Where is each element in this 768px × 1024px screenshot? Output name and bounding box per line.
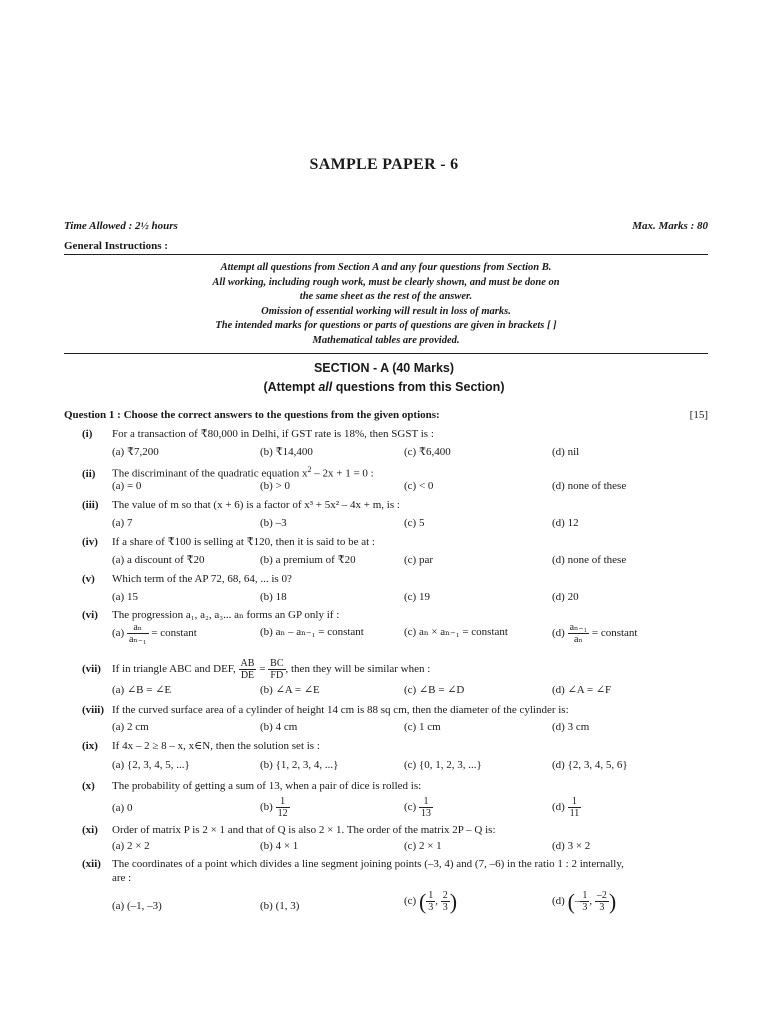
- option-d: (d) none of these: [552, 554, 627, 566]
- question-item: (vii) If in triangle ABC and DEF, $\frac{AB}{DE}$ = $\frac{BC}{FD}$ , then they will be similar when :: [82, 658, 431, 681]
- question-item: (xi) Order of matrix P is 2 × 1 and that of Q is also 2 × 1. The order of the matrix 2P – Q is:: [82, 824, 496, 836]
- option-a: (a) 7: [112, 517, 133, 529]
- option-a: (a) a discount of ₹20: [112, 554, 205, 566]
- max-marks: Max. Marks : 80: [632, 220, 708, 232]
- option-b: (b) ∠A = ∠E: [260, 684, 320, 696]
- fraction: $\frac{2}{3}$: [442, 890, 448, 913]
- option-b: (b) {1, 2, 3, 4, ...}: [260, 759, 339, 771]
- option-c: (c) aₙ × aₙ₋₁ = constant: [404, 626, 508, 638]
- option-a: (a) = 0: [112, 480, 142, 492]
- option-a: (a) 15: [112, 591, 138, 603]
- option-b: (b) ₹14,400: [260, 446, 313, 458]
- fraction: $\frac{BC}{FD}$: [270, 658, 284, 681]
- exam-meta: [64, 220, 708, 232]
- option-c: (c) ∠B = ∠D: [404, 684, 465, 696]
- question-1-header: [64, 409, 708, 421]
- option-a: (a) 0: [112, 802, 133, 814]
- option-c: (c) 2 × 1: [404, 840, 442, 852]
- option-c: (c) {0, 1, 2, 3, ...}: [404, 759, 482, 771]
- option-a: (a) (–1, –3): [112, 900, 162, 912]
- option-b: (b) (1, 3): [260, 900, 300, 912]
- option-b: (b) –3: [260, 517, 287, 529]
- fraction: $\frac{\text{aₙ₋₁}}{\text{aₙ}}$: [569, 622, 588, 645]
- option-b: (b) $\frac{1}{12}$: [260, 796, 288, 819]
- page-title: SAMPLE PAPER - 6: [309, 156, 459, 173]
- fraction: $\frac{AB}{DE}$: [240, 658, 255, 681]
- option-d: (d) $\frac{1}{11}$: [552, 796, 580, 819]
- instruction-line: All working, including rough work, must be clearly shown, and must be done on: [212, 276, 560, 288]
- instruction-line: Mathematical tables are provided.: [312, 334, 460, 346]
- option-d: (d) 20: [552, 591, 579, 603]
- option-b: (b) > 0: [260, 480, 291, 492]
- fraction: $\frac{1}{3}$: [582, 890, 588, 913]
- instruction-line: the same sheet as the rest of the answer.: [299, 291, 473, 302]
- question-item: (ix) If 4x – 2 ≥ 8 – x, x∈N, then the solution set is :: [82, 740, 320, 752]
- divider: [64, 254, 708, 255]
- question-text: Choose the correct answers to the questions from the given options:: [120, 409, 440, 421]
- section-title: SECTION - A (40 Marks): [313, 361, 455, 375]
- question-item: (i) For a transaction of ₹80,000 in Delhi, if GST rate is 18%, then SGST is :: [82, 428, 434, 440]
- fraction: $\frac{-2}{3}$: [596, 890, 607, 913]
- option-b: (b) 4 × 1: [260, 840, 299, 852]
- question-item: (v) Which term of the AP 72, 68, 64, ... is 0?: [82, 573, 292, 585]
- instruction-line: Attempt all questions from Section A and any four questions from Section B.: [220, 262, 552, 273]
- option-a: (a) $\frac{\text{aₙ}}{\text{aₙ₋₁}}$ = constant: [112, 622, 197, 645]
- option-c: (c) ₹6,400: [404, 446, 451, 458]
- fraction: $\frac{1}{3}$: [428, 890, 434, 913]
- fraction: $\frac{1}{11}$: [569, 796, 580, 819]
- question-item: (xii) The coordinates of a point which divides a line segment joining points (–3, 4) and (7, –6) in the ratio 1 : 2 internally,: [82, 858, 624, 870]
- option-c: (c) par: [404, 554, 434, 566]
- option-b: (b) 4 cm: [260, 721, 298, 733]
- option-c: (c) $\frac{1}{13}$: [404, 796, 431, 819]
- option-b: (b) 18: [260, 591, 287, 603]
- question-label: Question 1 :: [64, 409, 121, 421]
- option-c: (c) 5: [404, 517, 425, 529]
- option-d: (d) 3 cm: [552, 721, 590, 733]
- option-d: (d) ∠A = ∠F: [552, 684, 612, 696]
- option-a: (a) ₹7,200: [112, 446, 159, 458]
- divider: [64, 353, 708, 354]
- option-a: (a) {2, 3, 4, 5, ...}: [112, 759, 190, 771]
- option-d: (d) 3 × 2: [552, 840, 591, 852]
- option-a: (a) ∠B = ∠E: [112, 684, 172, 696]
- instruction-line: The intended marks for questions or parts of questions are given in brackets [ ]: [215, 320, 557, 331]
- section-heading: [0, 359, 768, 397]
- instruction-line: Omission of essential working will result in loss of marks.: [261, 305, 511, 317]
- option-c: (c) 1 cm: [404, 721, 441, 733]
- fraction: $\frac{1}{12}$: [277, 796, 288, 819]
- option-d: (d) 12: [552, 517, 579, 529]
- option-a: (a) 2 cm: [112, 721, 149, 733]
- question-item: (x) The probability of getting a sum of 13, when a pair of dice is rolled is:: [82, 780, 422, 792]
- question-item: (iv) If a share of ₹100 is selling at ₹120, then it is said to be at :: [82, 536, 375, 548]
- question-marks: [15]: [689, 409, 708, 421]
- instructions-block: [64, 261, 708, 348]
- time-allowed: Time Allowed : 2½ hours: [64, 220, 178, 232]
- question-item: (vi) The progression a₁, a₂, a₃... aₙ forms an GP only if :: [82, 609, 340, 621]
- general-instructions-label: General Instructions :: [64, 240, 168, 252]
- option-d: (d) none of these: [552, 480, 627, 492]
- option-c: (c) ( $\frac{1}{3}$ , $\frac{2}{3}$ ): [404, 889, 458, 914]
- question-item: (ii) The discriminant of the quadratic equation $x^2 - 2x + 1 = 0$ :: [82, 465, 374, 480]
- question-continuation: are :: [112, 872, 132, 884]
- fraction: $\frac{\text{aₙ}}{\text{aₙ₋₁}}$: [128, 622, 147, 645]
- option-d: (d) nil: [552, 446, 580, 458]
- option-a: (a) 2 × 2: [112, 840, 150, 852]
- option-c: (c) 19: [404, 591, 430, 603]
- option-c: (c) < 0: [404, 480, 434, 492]
- option-b: (b) a premium of ₹20: [260, 554, 356, 566]
- option-d: (d) {2, 3, 4, 5, 6}: [552, 759, 628, 771]
- question-item: (viii) If the curved surface area of a cylinder of height 14 cm is 88 sq cm, then the diameter of the cylinder is:: [82, 704, 569, 716]
- section-subtitle: (Attempt all questions from this Section): [263, 380, 505, 394]
- option-d: (d) $\frac{\text{aₙ₋₁}}{\text{aₙ}}$ = constant: [552, 622, 638, 645]
- fraction: $\frac{1}{13}$: [420, 796, 431, 819]
- option-d: (d) (– $\frac{1}{3}$ , $\frac{-2}{3}$ ): [552, 889, 617, 914]
- option-b: (b) aₙ – aₙ₋₁ = constant: [260, 626, 364, 638]
- question-item: (iii) The value of m so that (x + 6) is a factor of x³ + 5x² – 4x + m, is :: [82, 499, 400, 511]
